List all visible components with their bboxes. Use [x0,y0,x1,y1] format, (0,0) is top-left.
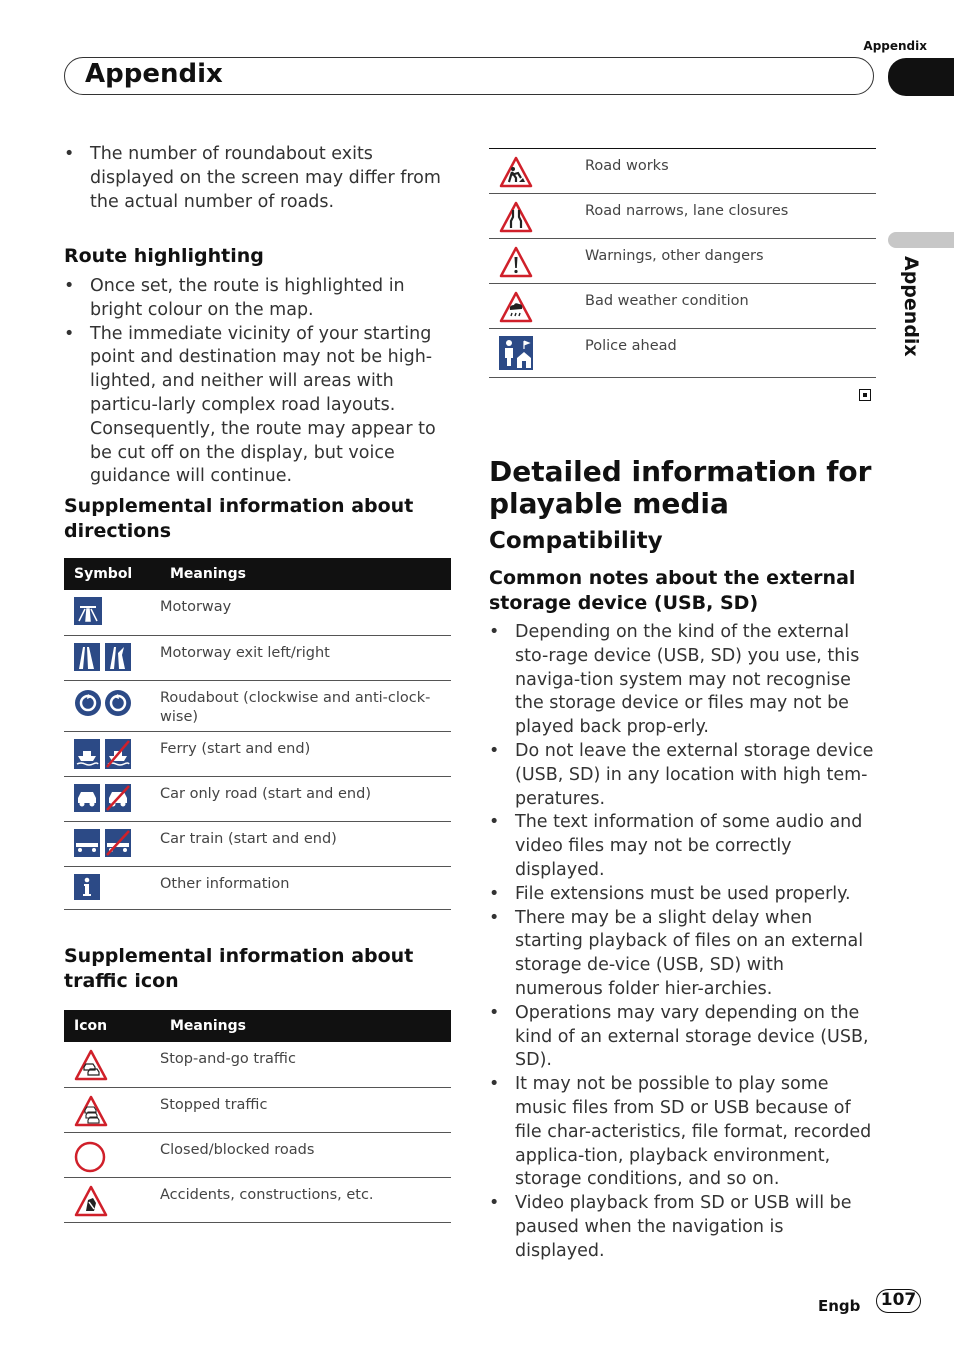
meaning-cell: Motorway exit left/right [160,635,451,680]
table-row [489,194,876,239]
meaning-cell: Closed/blocked roads [160,1132,451,1177]
bad-weather-icon [499,291,533,323]
bullet-item: • Operations may vary depending on the kind of an external storage device (USB, SD). [489,1002,876,1073]
page-number: 107 [876,1289,921,1313]
notes-list [489,621,876,1264]
meaning-cell: Car only road (start and end) [160,776,451,821]
meaning-cell: Accidents, constructions, etc. [160,1177,451,1222]
bullet-item: • The text information of some audio and video files may not be correctly displayed. [489,811,876,882]
table-row [64,1087,451,1132]
meaning-cell: Bad weather condition [585,284,876,329]
motorway-exit-icon [74,643,132,671]
table-row [64,821,451,866]
table-row [64,1132,451,1177]
accident-icon [74,1185,108,1217]
column-header-meanings: Meanings [160,1010,451,1042]
meaning-cell: Motorway [160,590,451,635]
bullet-item: • Do not leave the external storage device (USB, SD) in any location with high tem-peratures. [489,740,876,811]
road-works-icon [499,156,533,188]
route-heading: Route highlighting [64,245,264,267]
meaning-cell: Ferry (start and end) [160,731,451,776]
meaning-cell: Road works [585,149,876,194]
table-row [64,866,451,909]
section-title-bar [64,57,874,95]
meaning-cell: Roudabout (clockwise and anti-clock-wise) [160,680,451,731]
column-header-meanings: Meanings [160,558,451,590]
info-icon [74,874,100,900]
symbol-cell [489,329,585,378]
meaning-cell: Police ahead [585,329,876,378]
warning-icon [499,246,533,278]
subsection-heading: Compatibility [489,528,663,554]
symbol-cell [64,590,160,635]
table-row [64,635,451,680]
column-header-symbol: Symbol [64,558,160,590]
symbol-cell [64,821,160,866]
intro-block [64,143,449,214]
table-row [489,239,876,284]
meaning-cell: Warnings, other dangers [585,239,876,284]
running-head: Appendix [863,39,927,53]
police-icon [499,336,533,370]
side-tab-marker [888,232,954,248]
section-title: Appendix [85,59,223,89]
symbol-cell [489,239,585,284]
chapter-heading: Detailed information for playable media [489,455,872,520]
meaning-cell: Road narrows, lane closures [585,194,876,239]
closed-road-icon [74,1140,108,1174]
language-code: Engb [818,1297,861,1315]
symbol-cell [64,1087,160,1132]
symbol-cell [64,1042,160,1087]
table-header-row [64,558,451,590]
symbol-cell [489,284,585,329]
side-tab-label: Appendix [900,256,922,357]
car-train-icon [74,829,132,857]
meaning-cell: Stop-and-go traffic [160,1042,451,1087]
symbol-cell [489,149,585,194]
bullet-item: • Depending on the kind of the external sto-rage device (USB, SD) you use, this naviga-tion system may not recognise the storage device or files may not be played back prop-erly. [489,621,876,740]
bullet-item: • There may be a slight delay when starting playback of files on an external storage de-vice (USB, SD) with numerous folder hier-archies. [489,907,876,1002]
directions-heading: Supplemental information about directions [64,495,414,542]
bullet-item: • It may not be possible to play some music files from SD or USB because of file char-acteristics, file format, recorded applica-tion, playback environment, storage conditions, and so on. [489,1073,876,1192]
table-header-row [64,1010,451,1042]
symbol-cell [64,1177,160,1222]
traffic-heading: Supplemental information about traffic icon [64,945,414,992]
notes-heading: Common notes about the external storage device (USB, SD) [489,567,856,614]
bullet-item: • File extensions must be used properly. [489,883,876,907]
table-row [64,590,451,635]
stopped-traffic-icon [74,1095,108,1127]
table-row [64,776,451,821]
table-row [64,731,451,776]
roundabout-icon [74,688,132,718]
road-narrows-icon [499,201,533,233]
symbol-cell [64,776,160,821]
section-tab-marker [888,58,954,96]
table-row [64,1042,451,1087]
ferry-icon [74,739,132,769]
bullet-item: • Video playback from SD or USB will be paused when the navigation is displayed. [489,1192,876,1263]
car-only-road-icon [74,784,132,812]
stop-and-go-traffic-icon [74,1049,108,1081]
symbol-cell [64,1132,160,1177]
route-bullets [64,275,449,489]
symbol-cell [64,635,160,680]
directions-table [64,558,451,910]
meaning-cell: Stopped traffic [160,1087,451,1132]
symbol-cell [64,680,160,731]
meaning-cell: Other information [160,866,451,909]
table-row [489,284,876,329]
symbol-cell [64,866,160,909]
table-row [489,149,876,194]
motorway-icon [74,597,102,625]
symbol-cell [489,194,585,239]
column-header-icon: Icon [64,1010,160,1042]
traffic-table-continued [489,148,876,378]
meaning-cell: Car train (start and end) [160,821,451,866]
table-row [64,680,451,731]
bullet-item: • The immediate vicinity of your starting point and destination may not be high-lighted, and neither will areas with particu-larly complex road layouts. Consequently, the route may appear to be cut off on the display, but voice guidance will continue. [64,323,449,490]
symbol-cell [64,731,160,776]
table-row [64,1177,451,1222]
traffic-table [64,1010,451,1223]
bullet-item: • Once set, the route is highlighted in bright colour on the map. [64,275,449,323]
section-end-mark [859,389,871,401]
table-row [489,329,876,378]
bullet-item: • The number of roundabout exits displayed on the screen may differ from the actual number of roads. [64,143,449,214]
